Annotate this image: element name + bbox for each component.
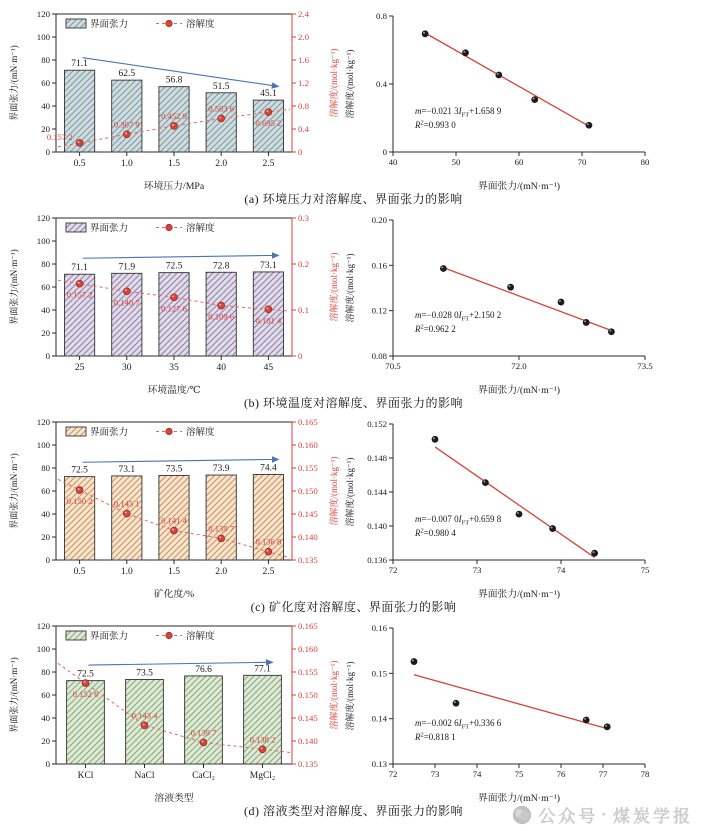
svg-text:1.6: 1.6 xyxy=(298,55,309,65)
svg-text:80: 80 xyxy=(41,667,50,677)
svg-text:60: 60 xyxy=(41,78,50,88)
svg-text:72.5: 72.5 xyxy=(165,261,183,272)
svg-text:0.16: 0.16 xyxy=(371,623,387,633)
svg-text:60: 60 xyxy=(41,282,50,292)
svg-text:界面张力/(mN·m⁻¹): 界面张力/(mN·m⁻¹) xyxy=(477,793,561,804)
svg-text:72.8: 72.8 xyxy=(212,261,230,272)
svg-text:0.150: 0.150 xyxy=(298,486,318,496)
svg-text:0: 0 xyxy=(45,759,50,769)
svg-text:0.13: 0.13 xyxy=(371,759,387,769)
svg-text:120: 120 xyxy=(36,417,50,427)
svg-text:溶解度/(mol·kg⁻¹): 溶解度/(mol·kg⁻¹) xyxy=(345,49,355,119)
svg-text:0: 0 xyxy=(382,147,387,157)
svg-text:72: 72 xyxy=(388,565,398,575)
svg-text:0.109 6: 0.109 6 xyxy=(208,311,235,322)
svg-text:74: 74 xyxy=(472,769,482,779)
caption-d: (d) 溶液类型对溶解度、界面张力的影响 xyxy=(244,804,463,818)
svg-text:73.5: 73.5 xyxy=(165,464,183,475)
svg-text:80: 80 xyxy=(41,463,50,473)
pressure-bar-combo-chart xyxy=(6,6,341,192)
svg-text:40: 40 xyxy=(388,157,398,167)
svg-text:0.5: 0.5 xyxy=(73,567,86,577)
svg-text:40: 40 xyxy=(41,509,50,519)
svg-text:74: 74 xyxy=(556,565,566,575)
svg-text:0.140 7: 0.140 7 xyxy=(113,297,140,308)
svg-text:0.135: 0.135 xyxy=(298,759,318,769)
svg-text:界面张力/(mN·m⁻¹): 界面张力/(mN·m⁻¹) xyxy=(9,45,19,121)
svg-text:0.4: 0.4 xyxy=(298,124,309,134)
salinity-scatter-fit-chart xyxy=(341,414,661,600)
svg-text:2.0: 2.0 xyxy=(298,32,309,42)
svg-text:0.145: 0.145 xyxy=(298,509,318,519)
svg-text:环境压力/MPa: 环境压力/MPa xyxy=(143,181,205,192)
svg-text:0.14: 0.14 xyxy=(371,713,387,724)
row-b xyxy=(6,210,705,396)
row-d xyxy=(6,618,705,804)
svg-text:0.157 2: 0.157 2 xyxy=(46,131,73,142)
svg-text:75: 75 xyxy=(514,769,524,779)
svg-text:R2=0.962 2: $R^2=0.962$ 2 xyxy=(415,323,456,334)
svg-text:72.0: 72.0 xyxy=(511,361,527,371)
solution-type-bar-combo-chart xyxy=(6,618,341,804)
svg-text:0.135: 0.135 xyxy=(298,555,318,565)
svg-text:溶解度/(mol·kg⁻¹): 溶解度/(mol·kg⁻¹) xyxy=(345,661,355,731)
svg-text:0.165: 0.165 xyxy=(298,417,318,427)
svg-text:0.20: 0.20 xyxy=(371,215,387,225)
svg-text:0.160: 0.160 xyxy=(298,644,318,654)
svg-text:CaCl₂: CaCl₂ xyxy=(192,771,215,781)
svg-text:73.1: 73.1 xyxy=(118,464,136,475)
solution-type-scatter-fit-chart xyxy=(341,618,661,804)
svg-text:0: 0 xyxy=(45,555,50,565)
svg-text:0.08: 0.08 xyxy=(371,351,387,361)
svg-text:0.144: 0.144 xyxy=(367,487,387,497)
svg-text:R2=0.818 1: $R^2=0.818$ 1 xyxy=(415,731,456,742)
svg-text:溶解度/(mol·kg⁻¹): 溶解度/(mol·kg⁻¹) xyxy=(329,48,339,118)
svg-text:40: 40 xyxy=(216,363,226,373)
svg-text:120: 120 xyxy=(36,621,50,631)
svg-text:100: 100 xyxy=(36,644,50,654)
svg-text:70.5: 70.5 xyxy=(385,361,401,371)
svg-text:2.5: 2.5 xyxy=(262,567,275,577)
svg-text:73: 73 xyxy=(430,769,440,779)
svg-text:0.8: 0.8 xyxy=(376,11,387,21)
svg-text:溶解度: 溶解度 xyxy=(186,428,215,438)
svg-text:20: 20 xyxy=(41,736,50,746)
svg-text:0.165: 0.165 xyxy=(298,621,318,631)
svg-text:40: 40 xyxy=(41,305,50,315)
svg-text:0.583 6: 0.583 6 xyxy=(208,103,235,114)
svg-text:界面张力/(mN·m⁻¹): 界面张力/(mN·m⁻¹) xyxy=(9,657,19,733)
svg-text:120: 120 xyxy=(36,213,50,223)
svg-text:1.5: 1.5 xyxy=(168,159,180,169)
svg-text:30: 30 xyxy=(122,363,132,373)
svg-text:m=−0.002 6IFT+0.336 6: m=−0.002 $6I_{FT}+0.336$ 6 xyxy=(415,717,502,731)
watermark-text-1: 公众号 xyxy=(538,807,599,826)
watermark-logo-icon xyxy=(511,804,533,826)
svg-text:72.5: 72.5 xyxy=(71,465,88,476)
row-a xyxy=(6,6,705,192)
svg-text:120: 120 xyxy=(36,9,50,19)
svg-text:80: 80 xyxy=(640,157,650,167)
svg-text:0.452 9: 0.452 9 xyxy=(161,110,187,121)
watermark-separator: · xyxy=(601,804,610,824)
caption-c: (c) 矿化度对溶解度、界面张力的影响 xyxy=(250,600,457,614)
svg-text:76: 76 xyxy=(556,769,566,779)
caption-b: (b) 环境温度对溶解度、界面张力的影响 xyxy=(244,396,463,410)
svg-text:溶解度/(mol·kg⁻¹): 溶解度/(mol·kg⁻¹) xyxy=(329,252,339,322)
svg-text:56.8: 56.8 xyxy=(165,75,183,86)
svg-text:73.9: 73.9 xyxy=(212,464,230,475)
svg-text:m=−0.021 3IFT+1.658 9: m=−0.021 $3I_{FT}+1.658$ 9 xyxy=(415,105,502,119)
svg-text:界面张力/(mN·m⁻¹): 界面张力/(mN·m⁻¹) xyxy=(477,589,561,600)
svg-text:76.6: 76.6 xyxy=(195,664,212,675)
svg-text:0.16: 0.16 xyxy=(371,260,387,271)
svg-text:77: 77 xyxy=(598,769,608,779)
svg-text:74.4: 74.4 xyxy=(260,463,277,474)
svg-text:80: 80 xyxy=(41,259,50,269)
svg-text:溶解度: 溶解度 xyxy=(186,632,215,642)
pressure-scatter-fit-chart xyxy=(341,6,661,192)
svg-text:73.5: 73.5 xyxy=(136,668,153,679)
svg-text:71.1: 71.1 xyxy=(71,59,88,70)
svg-text:60: 60 xyxy=(41,486,50,496)
svg-text:0.141 4: 0.141 4 xyxy=(161,515,187,526)
svg-text:0.150: 0.150 xyxy=(298,690,318,700)
svg-text:1.2: 1.2 xyxy=(298,78,309,88)
svg-text:20: 20 xyxy=(41,532,50,542)
svg-text:NaCl: NaCl xyxy=(134,771,155,781)
svg-text:0.152 6: 0.152 6 xyxy=(72,689,99,700)
svg-text:0.3: 0.3 xyxy=(298,213,309,223)
svg-text:60: 60 xyxy=(41,690,50,700)
svg-text:0.1: 0.1 xyxy=(298,305,309,315)
svg-text:0.12: 0.12 xyxy=(371,305,387,316)
svg-text:73: 73 xyxy=(472,565,482,575)
svg-text:0.152: 0.152 xyxy=(367,419,387,429)
svg-text:0.8: 0.8 xyxy=(298,101,309,111)
svg-text:环境温度/℃: 环境温度/℃ xyxy=(147,385,201,396)
svg-text:m=−0.007 0IFT+0.659 8: m=−0.007 $0I_{FT}+0.659$ 8 xyxy=(415,513,502,527)
svg-text:75: 75 xyxy=(640,565,650,575)
svg-text:0.138 2: 0.138 2 xyxy=(249,734,276,745)
svg-text:0: 0 xyxy=(45,147,50,157)
svg-text:溶解度/(mol·kg⁻¹): 溶解度/(mol·kg⁻¹) xyxy=(345,253,355,323)
svg-text:0.148: 0.148 xyxy=(367,453,387,463)
svg-text:矿化度/%: 矿化度/% xyxy=(153,589,195,600)
svg-text:0.139 7: 0.139 7 xyxy=(190,727,217,738)
svg-text:40: 40 xyxy=(41,101,50,111)
svg-text:界面张力/(mN·m⁻¹): 界面张力/(mN·m⁻¹) xyxy=(9,249,19,325)
svg-text:0.140: 0.140 xyxy=(298,736,318,746)
svg-text:0.157 2: 0.157 2 xyxy=(66,289,93,300)
svg-text:溶液类型: 溶液类型 xyxy=(154,793,194,804)
svg-text:0.143 4: 0.143 4 xyxy=(131,710,158,721)
svg-text:0.5: 0.5 xyxy=(73,159,86,169)
svg-text:100: 100 xyxy=(36,32,50,42)
svg-text:溶解度/(mol·kg⁻¹): 溶解度/(mol·kg⁻¹) xyxy=(345,457,355,527)
svg-text:界面张力: 界面张力 xyxy=(90,20,129,30)
svg-text:0: 0 xyxy=(298,351,303,361)
svg-text:73.5: 73.5 xyxy=(637,361,653,371)
svg-text:m=−0.028 0IFT+2.150 2: m=−0.028 $0I_{FT}+2.150$ 2 xyxy=(415,309,502,323)
svg-text:界面张力: 界面张力 xyxy=(90,428,129,438)
svg-text:80: 80 xyxy=(41,55,50,65)
svg-text:界面张力: 界面张力 xyxy=(90,224,129,234)
svg-text:0.695 2: 0.695 2 xyxy=(255,118,282,129)
svg-text:0.2: 0.2 xyxy=(298,259,309,269)
svg-text:0.140: 0.140 xyxy=(367,521,387,531)
svg-text:1.0: 1.0 xyxy=(120,159,133,169)
svg-text:72: 72 xyxy=(388,769,398,779)
svg-text:0.15: 0.15 xyxy=(371,668,387,679)
svg-text:60: 60 xyxy=(514,157,524,167)
svg-text:0.140: 0.140 xyxy=(298,532,318,542)
svg-text:0.127 6: 0.127 6 xyxy=(161,303,187,314)
watermark xyxy=(511,802,693,827)
svg-text:62.5: 62.5 xyxy=(118,69,136,80)
svg-text:0.155: 0.155 xyxy=(298,667,318,677)
svg-text:溶解度: 溶解度 xyxy=(186,20,215,30)
svg-text:78: 78 xyxy=(640,769,650,779)
svg-text:界面张力: 界面张力 xyxy=(90,632,129,642)
svg-text:0.136: 0.136 xyxy=(367,555,387,565)
svg-text:2.5: 2.5 xyxy=(262,159,275,169)
temperature-bar-combo-chart xyxy=(6,210,341,396)
svg-text:51.5: 51.5 xyxy=(212,81,230,92)
svg-text:0.101 4: 0.101 4 xyxy=(255,315,282,326)
svg-text:71.9: 71.9 xyxy=(118,262,136,273)
svg-text:溶解度/(mol·kg⁻¹): 溶解度/(mol·kg⁻¹) xyxy=(329,660,339,730)
svg-text:界面张力/(mN·m⁻¹): 界面张力/(mN·m⁻¹) xyxy=(477,385,561,396)
row-c xyxy=(6,414,705,600)
svg-text:0.139 7: 0.139 7 xyxy=(208,523,235,534)
svg-text:1.5: 1.5 xyxy=(168,567,180,577)
svg-text:KCl: KCl xyxy=(77,771,94,781)
svg-text:界面张力/(mN·m⁻¹): 界面张力/(mN·m⁻¹) xyxy=(477,181,561,192)
watermark-text-2: 煤炭学报 xyxy=(613,807,693,826)
svg-text:0.136 8: 0.136 8 xyxy=(255,536,282,547)
svg-text:0: 0 xyxy=(298,147,303,157)
svg-text:0.145 1: 0.145 1 xyxy=(113,498,140,509)
svg-text:0.155: 0.155 xyxy=(298,463,318,473)
svg-text:界面张力/(mN·m⁻¹): 界面张力/(mN·m⁻¹) xyxy=(9,453,19,529)
caption-a: (a) 环境压力对溶解度、界面张力的影响 xyxy=(244,192,463,206)
svg-text:20: 20 xyxy=(41,124,50,134)
svg-text:0.160: 0.160 xyxy=(298,440,318,450)
svg-text:40: 40 xyxy=(41,713,50,723)
svg-text:MgCl₂: MgCl₂ xyxy=(249,771,276,781)
svg-text:73.1: 73.1 xyxy=(260,260,277,271)
svg-text:45: 45 xyxy=(263,363,274,373)
svg-text:2.4: 2.4 xyxy=(298,9,309,19)
svg-text:溶解度/(mol·kg⁻¹): 溶解度/(mol·kg⁻¹) xyxy=(329,456,339,526)
svg-text:35: 35 xyxy=(169,363,179,373)
svg-text:0: 0 xyxy=(45,351,50,361)
svg-text:71.1: 71.1 xyxy=(71,263,88,274)
svg-text:77.1: 77.1 xyxy=(254,664,271,675)
svg-text:0.4: 0.4 xyxy=(376,79,387,89)
svg-text:0.145: 0.145 xyxy=(298,713,318,723)
svg-text:100: 100 xyxy=(36,440,50,450)
svg-text:70: 70 xyxy=(577,157,587,167)
svg-text:50: 50 xyxy=(451,157,461,167)
svg-text:0.150 2: 0.150 2 xyxy=(66,496,93,507)
salinity-bar-combo-chart xyxy=(6,414,341,600)
svg-text:100: 100 xyxy=(36,236,50,246)
svg-text:2.0: 2.0 xyxy=(215,567,228,577)
temperature-scatter-fit-chart xyxy=(341,210,661,396)
svg-text:0.307 9: 0.307 9 xyxy=(113,119,140,130)
svg-text:2.0: 2.0 xyxy=(215,159,228,169)
svg-text:20: 20 xyxy=(41,328,50,338)
svg-text:R2=0.993 0: $R^2=0.993$ 0 xyxy=(415,119,456,130)
svg-text:45.1: 45.1 xyxy=(260,89,277,100)
svg-text:1.0: 1.0 xyxy=(120,567,133,577)
svg-text:72.5: 72.5 xyxy=(77,669,94,680)
svg-text:R2=0.980 4: $R^2=0.980$ 4 xyxy=(415,527,456,538)
svg-text:溶解度: 溶解度 xyxy=(186,224,215,234)
svg-text:25: 25 xyxy=(74,363,85,373)
